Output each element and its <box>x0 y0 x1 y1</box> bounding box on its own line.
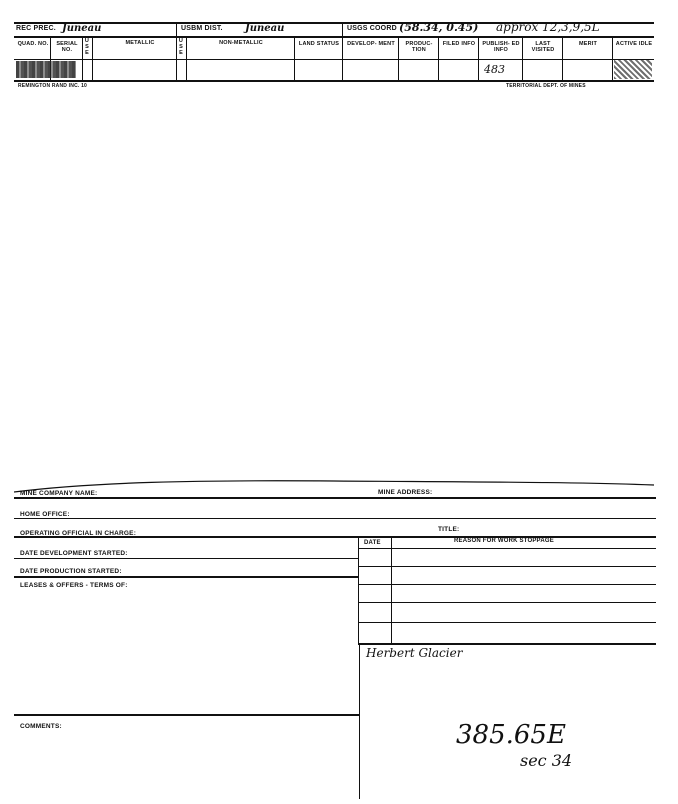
reference-number: 385.65E <box>456 720 566 750</box>
mine-company-label: MINE COMPANY NAME: <box>20 490 98 497</box>
col-serial-no: SERIAL NO. <box>56 41 78 53</box>
col-last-visited: LAST VISITED <box>531 41 555 53</box>
rec-prec-value: Juneau <box>62 23 102 34</box>
section-note: sec 34 <box>520 751 573 770</box>
printer-credit-right: TERRITORIAL DEPT. OF MINES <box>506 83 586 89</box>
usbm-dist-value: Juneau <box>245 23 285 34</box>
col-filed-info: FILED INFO <box>442 41 476 47</box>
quad-smudge <box>16 61 76 78</box>
comments-label: COMMENTS: <box>20 723 62 730</box>
col-production: PRODUC- TION <box>405 41 433 53</box>
operating-official-label: OPERATING OFFICIAL IN CHARGE: <box>20 530 137 537</box>
usgs-coord-value: (58.34, 0.45) <box>399 21 479 34</box>
home-office-label: HOME OFFICE: <box>20 511 70 518</box>
date-production-label: DATE PRODUCTION STARTED: <box>20 568 122 575</box>
col-quad-no: QUAD. NO. <box>17 41 49 47</box>
col-active-idle: ACTIVE IDLE <box>615 41 653 47</box>
torn-edge <box>14 476 658 494</box>
col-use-nonmetallic: U S E <box>178 38 184 56</box>
title-label: TITLE: <box>438 526 460 533</box>
usbm-dist-label: USBM DIST. <box>181 25 223 32</box>
active-idle-smudge <box>614 60 652 79</box>
mine-address-label: MINE ADDRESS: <box>378 489 433 496</box>
stoppage-date-header: DATE <box>364 540 381 546</box>
col-metallic: METALLIC <box>125 40 155 46</box>
col-nonmetallic: NON-METALLIC <box>219 40 263 46</box>
col-land-status: LAND STATUS <box>298 41 340 47</box>
usgs-coord-label: USGS COORD <box>347 25 397 32</box>
stoppage-reason-header: REASON FOR WORK STOPPAGE <box>454 538 554 544</box>
printer-credit-left: REMINGTON RAND INC. 10 <box>18 83 88 89</box>
col-merit: MERIT <box>578 41 598 47</box>
approx-value: approx 12,3,9,5L <box>496 20 600 34</box>
col-published-info: PUBLISH- ED INFO <box>482 41 520 53</box>
rec-prec-label: REC PREC. <box>16 25 56 32</box>
published-info-value: 483 <box>484 63 505 76</box>
location-note: Herbert Glacier <box>366 646 463 660</box>
col-use-metallic: U S E <box>84 38 90 56</box>
leases-label: LEASES & OFFERS - TERMS OF: <box>20 582 128 589</box>
col-development: DEVELOP- MENT <box>347 41 395 47</box>
date-development-label: DATE DEVELOPMENT STARTED: <box>20 550 128 557</box>
